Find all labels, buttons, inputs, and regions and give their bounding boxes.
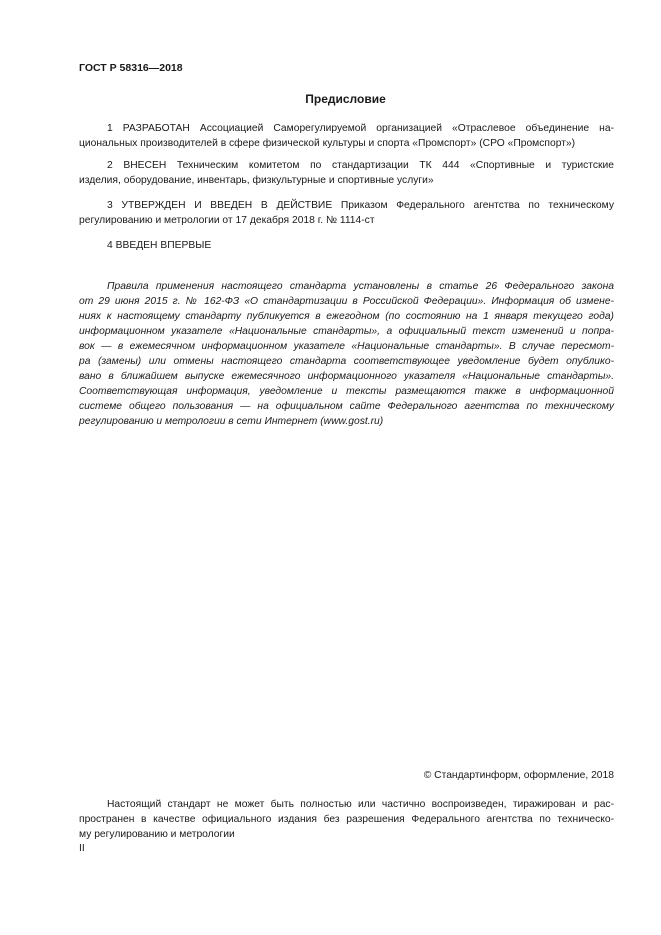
page-number: II [79,843,85,854]
legal-notice [79,279,614,429]
reproduction-notice-line: Настоящий стандарт не может быть полностью или частично воспроизведен, тиражирован и рас- [107,799,614,810]
legal-notice-line: Соответствующая информация, уведомление и тексты размещаются также в информационной [79,386,614,397]
foreword-item-3-line-1: 3 УТВЕРЖДЕН И ВВЕДЕН В ДЕЙСТВИЕ Приказом Федерального агентства по техническому [107,200,614,211]
foreword-item-3-line-2: регулированию и метрологии от 17 декабря 2018 г. № 1114-ст [79,215,375,226]
reproduction-notice-line: му регулированию и метрологии [79,829,235,840]
foreword-item-2 [79,158,614,188]
foreword-item-2-line-1: 2 ВНЕСЕН Техническим комитетом по стандартизации ТК 444 «Спортивные и туристские [107,160,614,171]
legal-notice-line: ра (замены) или отмены настоящего стандарта соответствующее уведомление будет опублико- [79,356,614,367]
foreword-item-4 [79,238,614,253]
foreword-item-3 [79,198,614,228]
copyright-notice: © Стандартинформ, оформление, 2018 [423,770,614,781]
foreword-item-1 [79,121,614,151]
foreword-item-4-line-1: 4 ВВЕДЕН ВПЕРВЫЕ [107,240,212,251]
legal-notice-line: системе общего пользования — на официальном сайте Федерального агентства по техническому [79,401,614,412]
reproduction-notice-line: пространен в качестве официального издания без разрешения Федерального агентства по техническо- [79,814,614,825]
legal-notice-line: информационном указателе «Национальные стандарты», а официальный текст изменений и попра- [79,326,614,337]
legal-notice-line: вано в ближайшем выпуске ежемесячного информационного указателя «Национальные стандарты». [79,371,614,382]
standard-code: ГОСТ Р 58316—2018 [79,62,183,74]
legal-notice-line: Правила применения настоящего стандарта установлены в статье 26 Федерального закона [107,281,614,292]
reproduction-notice [79,797,614,842]
foreword-item-1-line-1: 1 РАЗРАБОТАН Ассоциацией Саморегулируемой организацией «Отраслевое объединение на- [107,123,614,134]
legal-notice-line: ниях к настоящему стандарту публикуется в ежегодном (по состоянию на 1 января текущего года) [79,311,614,322]
foreword-item-2-line-2: изделия, оборудование, инвентарь, физкультурные и спортивные услуги» [79,175,434,186]
foreword-title: Предисловие [305,92,386,106]
legal-notice-line: вок — в ежемесячном информационном указателе «Национальные стандарты». В случае пересмот- [79,341,614,352]
legal-notice-line: регулированию и метрологии в сети Интернет (www.gost.ru) [79,416,384,427]
foreword-item-1-line-2: циональных производителей в сфере физической культуры и спорта «Промспорт» (СРО «Промспорт») [79,138,576,149]
legal-notice-line: от 29 июня 2015 г. № 162-ФЗ «О стандартизации в Российской Федерации». Информация об измене- [79,296,614,307]
